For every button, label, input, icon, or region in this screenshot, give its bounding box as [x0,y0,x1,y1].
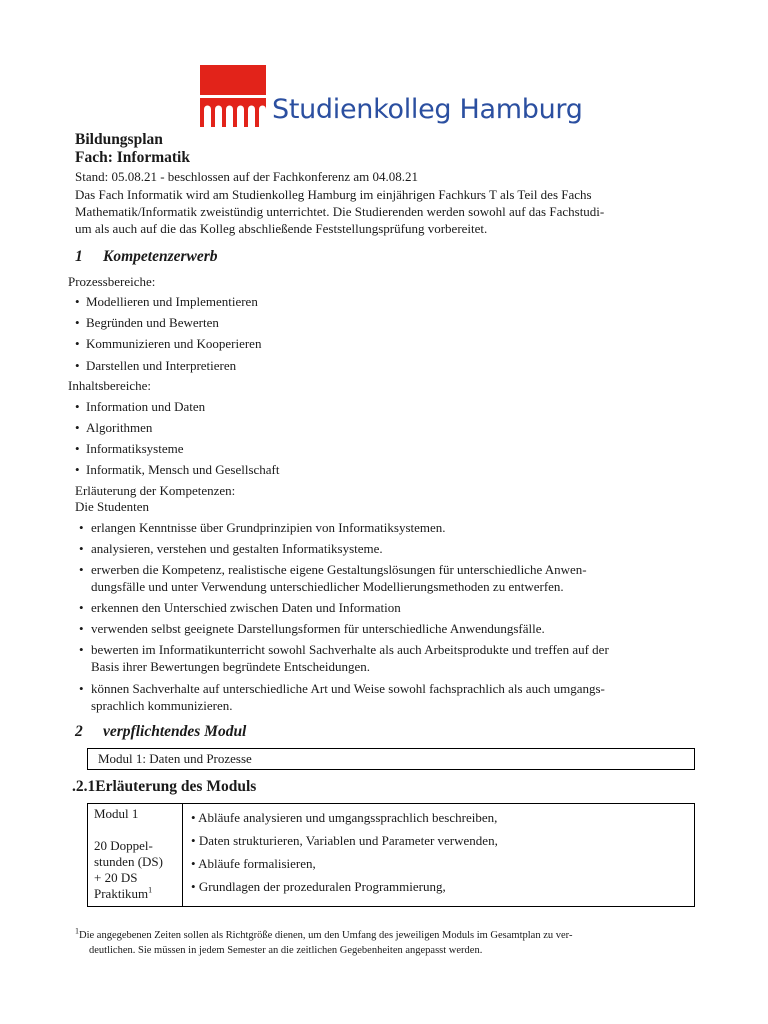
section-heading-2-1 [72,779,256,795]
doc-subject: Fach: Informatik [75,149,190,166]
bullet-icon: • [79,562,84,577]
bullet-icon: • [75,294,80,309]
cell-line: Modul 1 [94,806,139,821]
section-number: 2 [75,723,83,740]
erlaeuterung-label: Erläuterung der Kompetenzen: [75,483,236,498]
bullet-icon: • [75,315,80,330]
list-item: • Modellieren und Implementieren [75,294,258,309]
section-number: 1 [75,248,83,265]
bullet-icon: • [79,681,84,696]
doc-stand: Stand: 05.08.21 - beschlossen auf der Fachkonferenz am 04.08.21 [75,169,418,184]
section-heading-1 [75,249,218,265]
modul-box: Modul 1: Daten und Prozesse [87,748,695,770]
list-item: • bewerten im Informatikunterricht sowohl Sachverhalte als auch Arbeitsprodukte und treffen auf der Basis ihrer Bewertungen begründete Entscheidungen. [79,642,609,674]
logo-arches-icon [200,65,266,127]
bullet-icon: • [79,520,84,535]
list-item: • Begründen und Bewerten [75,315,219,330]
list-item: • erwerben die Kompetenz, realistische eigene Gestaltungslösungen für unterschiedliche Anwen- dungsfälle und unter Verwendung unterschiedlicher Modellierungsmethoden zu entwerfen. [79,562,587,594]
list-item: • Abläufe analysieren und umgangssprachlich beschreiben, [191,810,498,825]
cell-spacer [94,822,176,838]
bullet-icon: • [75,358,80,373]
prozess-label: Prozessbereiche: [68,274,156,289]
section-title: verpflichtendes Modul [103,723,247,740]
footnote-line: $^1$Die angegebenen Zeiten sollen als Richtgröße dienen, um den Umfang des jeweiligen Moduls im Gesamtplan zu ver- [75,926,573,941]
list-item: • Abläufe formalisieren, [191,856,316,871]
footnote-line: deutlichen. Sie müssen in jedem Semester an die zeitlichen Gegebenheiten angepasst werden. [89,945,483,956]
bullet-icon: • [79,642,84,657]
section-title: Kompetenzerwerb [103,248,218,265]
section-heading-2 [75,724,246,740]
cell-line: Praktikum$^1$ [94,885,153,901]
list-item: • Grundlagen der prozeduralen Programmierung, [191,879,446,894]
bullet-icon: • [79,600,84,615]
logo-wordmark: Studienkolleg Hamburg [272,93,583,125]
list-item: • Algorithmen [75,420,153,435]
studenten-label: Die Studenten [75,499,150,514]
list-item: • Daten strukturieren, Variablen und Parameter verwenden, [191,833,498,848]
footnote-ref[interactable]: 1 [148,885,153,895]
cell-line: + 20 DS [94,870,138,885]
bullet-icon: • [79,541,84,556]
bullet-icon: • [75,399,80,414]
list-item: • erkennen den Unterschied zwischen Daten und Information [79,600,401,615]
cell-line: stunden (DS) [94,854,163,869]
bullet-icon: • [79,621,84,636]
list-item: • können Sachverhalte auf unterschiedliche Art und Weise sowohl fachsprachlich als auch umgangs- sprachlich kommunizieren. [79,681,605,713]
intro-line: Mathematik/Informatik zweistündig unterrichtet. Die Studierenden werden sowohl auf das Fachstudi- [75,204,605,219]
list-item: • Informatiksysteme [75,441,184,456]
list-item: • Darstellen und Interpretieren [75,358,237,373]
intro-line: um als auch auf die das Kolleg abschließende Feststellungsprüfung vorbereitet. [75,221,488,236]
list-item: • Kommunizieren und Kooperieren [75,336,262,351]
modul-table [87,803,695,907]
list-item: • Informatik, Mensch und Gesellschaft [75,462,280,477]
modul-table-cell-right [191,806,498,898]
footnote [75,928,675,958]
intro-line: Das Fach Informatik wird am Studienkolleg Hamburg im einjährigen Fachkurs T als Teil des Fachs [75,187,592,202]
section-number: .2.1 [72,778,96,795]
list-item: • erlangen Kenntnisse über Grundprinzipien von Informatiksystemen. [79,520,446,535]
bullet-icon: • [75,420,80,435]
modul-table-cell-left [88,804,183,906]
bullet-icon: • [75,441,80,456]
section-title: Erläuterung des Moduls [95,778,257,795]
doc-title: Bildungsplan [75,131,163,148]
cell-line: 20 Doppel- [94,838,153,853]
list-item: • Information und Daten [75,399,206,414]
footnote-mark: 1 [75,926,79,936]
studienkolleg-logo [200,64,583,128]
inhalt-label: Inhaltsbereiche: [68,378,152,393]
list-item: • analysieren, verstehen und gestalten Informatiksysteme. [79,541,383,556]
bullet-icon: • [75,336,80,351]
bullet-icon: • [75,462,80,477]
list-item: • verwenden selbst geeignete Darstellungsformen für unterschiedliche Anwendungsfälle. [79,621,545,636]
